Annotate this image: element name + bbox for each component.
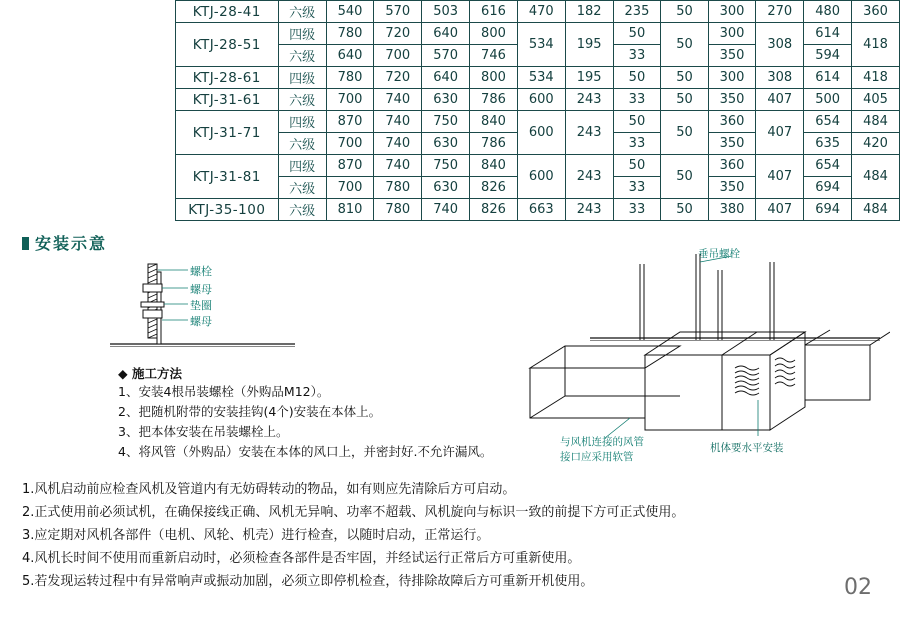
cell-value: 50 bbox=[613, 111, 661, 133]
cell-value: 350 bbox=[708, 177, 756, 199]
cell-value: 33 bbox=[613, 89, 661, 111]
cell-value: 407 bbox=[756, 89, 804, 111]
usage-notes bbox=[22, 478, 684, 593]
table-row bbox=[176, 199, 900, 221]
cell-value: 33 bbox=[613, 177, 661, 199]
cell-value: 654 bbox=[804, 111, 852, 133]
section-heading bbox=[22, 231, 107, 254]
cell-value: 694 bbox=[804, 177, 852, 199]
method-item-1: 1、安装4根吊装螺栓（外购品M12）。 bbox=[118, 384, 330, 399]
cell-value: 195 bbox=[565, 23, 613, 67]
cell-value: 50 bbox=[661, 111, 708, 155]
installation-isometric-drawing bbox=[470, 240, 890, 470]
cell-value: 484 bbox=[852, 199, 900, 221]
cell-value: 640 bbox=[326, 45, 374, 67]
cell-value: 810 bbox=[326, 199, 374, 221]
cell-value: 740 bbox=[374, 133, 422, 155]
cell-value: 418 bbox=[852, 23, 900, 67]
label-level-install: 机体要水平安装 bbox=[710, 442, 784, 454]
cell-value: 243 bbox=[565, 199, 613, 221]
cell-pole: 四级 bbox=[278, 155, 326, 177]
cell-value: 50 bbox=[661, 1, 708, 23]
method-item-3: 3、把本体安装在吊装螺栓上。 bbox=[118, 424, 289, 439]
cell-value: 800 bbox=[470, 67, 518, 89]
cell-value: 300 bbox=[708, 67, 756, 89]
cell-value: 640 bbox=[422, 67, 470, 89]
table-row bbox=[176, 155, 900, 177]
cell-value: 640 bbox=[422, 23, 470, 45]
cell-value: 308 bbox=[756, 23, 804, 67]
cell-value: 195 bbox=[565, 67, 613, 89]
cell-value: 740 bbox=[374, 111, 422, 133]
cell-pole: 六级 bbox=[278, 177, 326, 199]
cell-model: KTJ-28-61 bbox=[176, 67, 279, 89]
cell-model: KTJ-31-81 bbox=[176, 155, 279, 199]
label-washer: 垫圈 bbox=[190, 299, 212, 312]
cell-value: 534 bbox=[517, 67, 565, 89]
cell-value: 308 bbox=[756, 67, 804, 89]
table-row bbox=[176, 1, 900, 23]
cell-pole: 四级 bbox=[278, 111, 326, 133]
cell-value: 826 bbox=[470, 199, 518, 221]
cell-value: 614 bbox=[804, 23, 852, 45]
cell-value: 50 bbox=[613, 155, 661, 177]
note-1: 1.风机启动前应检查风机及管道内有无妨碍转动的物品，如有则应先清除后方可启动。 bbox=[22, 482, 516, 497]
cell-value: 700 bbox=[374, 45, 422, 67]
table-row bbox=[176, 23, 900, 45]
cell-value: 503 bbox=[422, 1, 470, 23]
bolt-detail-svg bbox=[110, 258, 380, 368]
cell-value: 786 bbox=[470, 133, 518, 155]
cell-value: 360 bbox=[708, 155, 756, 177]
cell-value: 786 bbox=[470, 89, 518, 111]
cell-value: 360 bbox=[852, 1, 900, 23]
cell-value: 480 bbox=[804, 1, 852, 23]
cell-value: 407 bbox=[756, 111, 804, 155]
cell-value: 360 bbox=[708, 111, 756, 133]
cell-model: KTJ-28-41 bbox=[176, 1, 279, 23]
table-row bbox=[176, 111, 900, 133]
cell-value: 470 bbox=[517, 1, 565, 23]
cell-pole: 四级 bbox=[278, 67, 326, 89]
method-list bbox=[118, 382, 492, 462]
cell-value: 33 bbox=[613, 45, 661, 67]
cell-value: 182 bbox=[565, 1, 613, 23]
cell-value: 663 bbox=[517, 199, 565, 221]
cell-value: 570 bbox=[422, 45, 470, 67]
cell-value: 33 bbox=[613, 199, 661, 221]
method-title: ◆ 施工方法 bbox=[118, 366, 182, 381]
installation-isometric-svg bbox=[470, 240, 890, 470]
cell-pole: 六级 bbox=[278, 45, 326, 67]
note-3: 3.应定期对风机各部件（电机、风轮、机壳）进行检查，以随时启动，正常运行。 bbox=[22, 528, 490, 543]
cell-value: 594 bbox=[804, 45, 852, 67]
cell-pole: 四级 bbox=[278, 23, 326, 45]
table-body bbox=[176, 1, 900, 221]
cell-value: 350 bbox=[708, 45, 756, 67]
cell-value: 720 bbox=[374, 23, 422, 45]
section-heading-label: 安装示意 bbox=[35, 234, 108, 253]
cell-value: 616 bbox=[470, 1, 518, 23]
cell-value: 350 bbox=[708, 133, 756, 155]
table-row bbox=[176, 67, 900, 89]
cell-value: 700 bbox=[326, 133, 374, 155]
cell-value: 740 bbox=[422, 199, 470, 221]
cell-value: 407 bbox=[756, 199, 804, 221]
cell-value: 614 bbox=[804, 67, 852, 89]
cell-value: 300 bbox=[708, 1, 756, 23]
label-hanger-bolt: 垂吊螺栓 bbox=[698, 248, 740, 260]
cell-value: 407 bbox=[756, 155, 804, 199]
cell-value: 50 bbox=[661, 89, 708, 111]
cell-value: 33 bbox=[613, 133, 661, 155]
cell-value: 840 bbox=[470, 111, 518, 133]
cell-value: 405 bbox=[852, 89, 900, 111]
cell-value: 720 bbox=[374, 67, 422, 89]
method-item-2: 2、把随机附带的安装挂钩(4个)安装在本体上。 bbox=[118, 404, 382, 419]
specification-table bbox=[175, 0, 900, 221]
cell-value: 420 bbox=[852, 133, 900, 155]
cell-value: 750 bbox=[422, 111, 470, 133]
cell-value: 50 bbox=[661, 199, 708, 221]
cell-value: 780 bbox=[374, 177, 422, 199]
cell-value: 534 bbox=[517, 23, 565, 67]
cell-value: 694 bbox=[804, 199, 852, 221]
label-nut-bottom: 螺母 bbox=[190, 315, 212, 328]
label-bolt-top: 螺栓 bbox=[190, 265, 212, 278]
cell-value: 235 bbox=[613, 1, 661, 23]
cell-value: 50 bbox=[661, 23, 708, 67]
cell-model: KTJ-28-51 bbox=[176, 23, 279, 67]
section-bar-icon bbox=[22, 237, 29, 250]
cell-value: 540 bbox=[326, 1, 374, 23]
cell-value: 50 bbox=[613, 23, 661, 45]
cell-value: 750 bbox=[422, 155, 470, 177]
cell-value: 780 bbox=[326, 67, 374, 89]
cell-value: 826 bbox=[470, 177, 518, 199]
cell-value: 570 bbox=[374, 1, 422, 23]
cell-pole: 六级 bbox=[278, 89, 326, 111]
cell-value: 635 bbox=[804, 133, 852, 155]
note-4: 4.风机长时间不使用而重新启动时，必须检查各部件是否牢固，并经试运行正常后方可重新使用。 bbox=[22, 551, 581, 566]
cell-value: 50 bbox=[661, 67, 708, 89]
bolt-detail-drawing bbox=[110, 258, 380, 368]
cell-value: 654 bbox=[804, 155, 852, 177]
label-soft-joint: 接口应采用软管 bbox=[560, 451, 634, 463]
cell-value: 870 bbox=[326, 155, 374, 177]
cell-value: 484 bbox=[852, 111, 900, 133]
cell-value: 50 bbox=[661, 155, 708, 199]
cell-model: KTJ-35-100 bbox=[176, 199, 279, 221]
cell-value: 630 bbox=[422, 133, 470, 155]
cell-value: 243 bbox=[565, 111, 613, 155]
cell-pole: 六级 bbox=[278, 1, 326, 23]
cell-value: 800 bbox=[470, 23, 518, 45]
page-number: 02 bbox=[844, 575, 872, 600]
cell-pole: 六级 bbox=[278, 133, 326, 155]
cell-value: 418 bbox=[852, 67, 900, 89]
cell-value: 350 bbox=[708, 89, 756, 111]
cell-value: 700 bbox=[326, 177, 374, 199]
label-connecting-duct: 与风机连接的风管 bbox=[560, 436, 644, 448]
note-5: 5.若发现运转过程中有异常响声或振动加剧，必须立即停机检查，待排除故障后方可重新开机使用。 bbox=[22, 574, 594, 589]
cell-value: 630 bbox=[422, 89, 470, 111]
note-2: 2.正式使用前必须试机，在确保接线正确、风机无异响、功率不超载、风机旋向与标识一致的前提下方可正式使用。 bbox=[22, 505, 685, 520]
cell-value: 600 bbox=[517, 155, 565, 199]
table-row bbox=[176, 89, 900, 111]
cell-value: 243 bbox=[565, 155, 613, 199]
label-nut-top: 螺母 bbox=[190, 283, 212, 296]
cell-pole: 六级 bbox=[278, 199, 326, 221]
cell-value: 840 bbox=[470, 155, 518, 177]
cell-value: 780 bbox=[374, 199, 422, 221]
cell-model: KTJ-31-71 bbox=[176, 111, 279, 155]
cell-value: 600 bbox=[517, 111, 565, 155]
cell-value: 780 bbox=[326, 23, 374, 45]
cell-value: 484 bbox=[852, 155, 900, 199]
cell-value: 380 bbox=[708, 199, 756, 221]
cell-model: KTJ-31-61 bbox=[176, 89, 279, 111]
cell-value: 50 bbox=[613, 67, 661, 89]
cell-value: 700 bbox=[326, 89, 374, 111]
cell-value: 270 bbox=[756, 1, 804, 23]
cell-value: 740 bbox=[374, 89, 422, 111]
cell-value: 243 bbox=[565, 89, 613, 111]
cell-value: 740 bbox=[374, 155, 422, 177]
method-item-4: 4、将风管（外购品）安装在本体的风口上，并密封好.不允许漏风。 bbox=[118, 444, 493, 459]
cell-value: 300 bbox=[708, 23, 756, 45]
cell-value: 746 bbox=[470, 45, 518, 67]
cell-value: 600 bbox=[517, 89, 565, 111]
cell-value: 630 bbox=[422, 177, 470, 199]
cell-value: 870 bbox=[326, 111, 374, 133]
cell-value: 500 bbox=[804, 89, 852, 111]
